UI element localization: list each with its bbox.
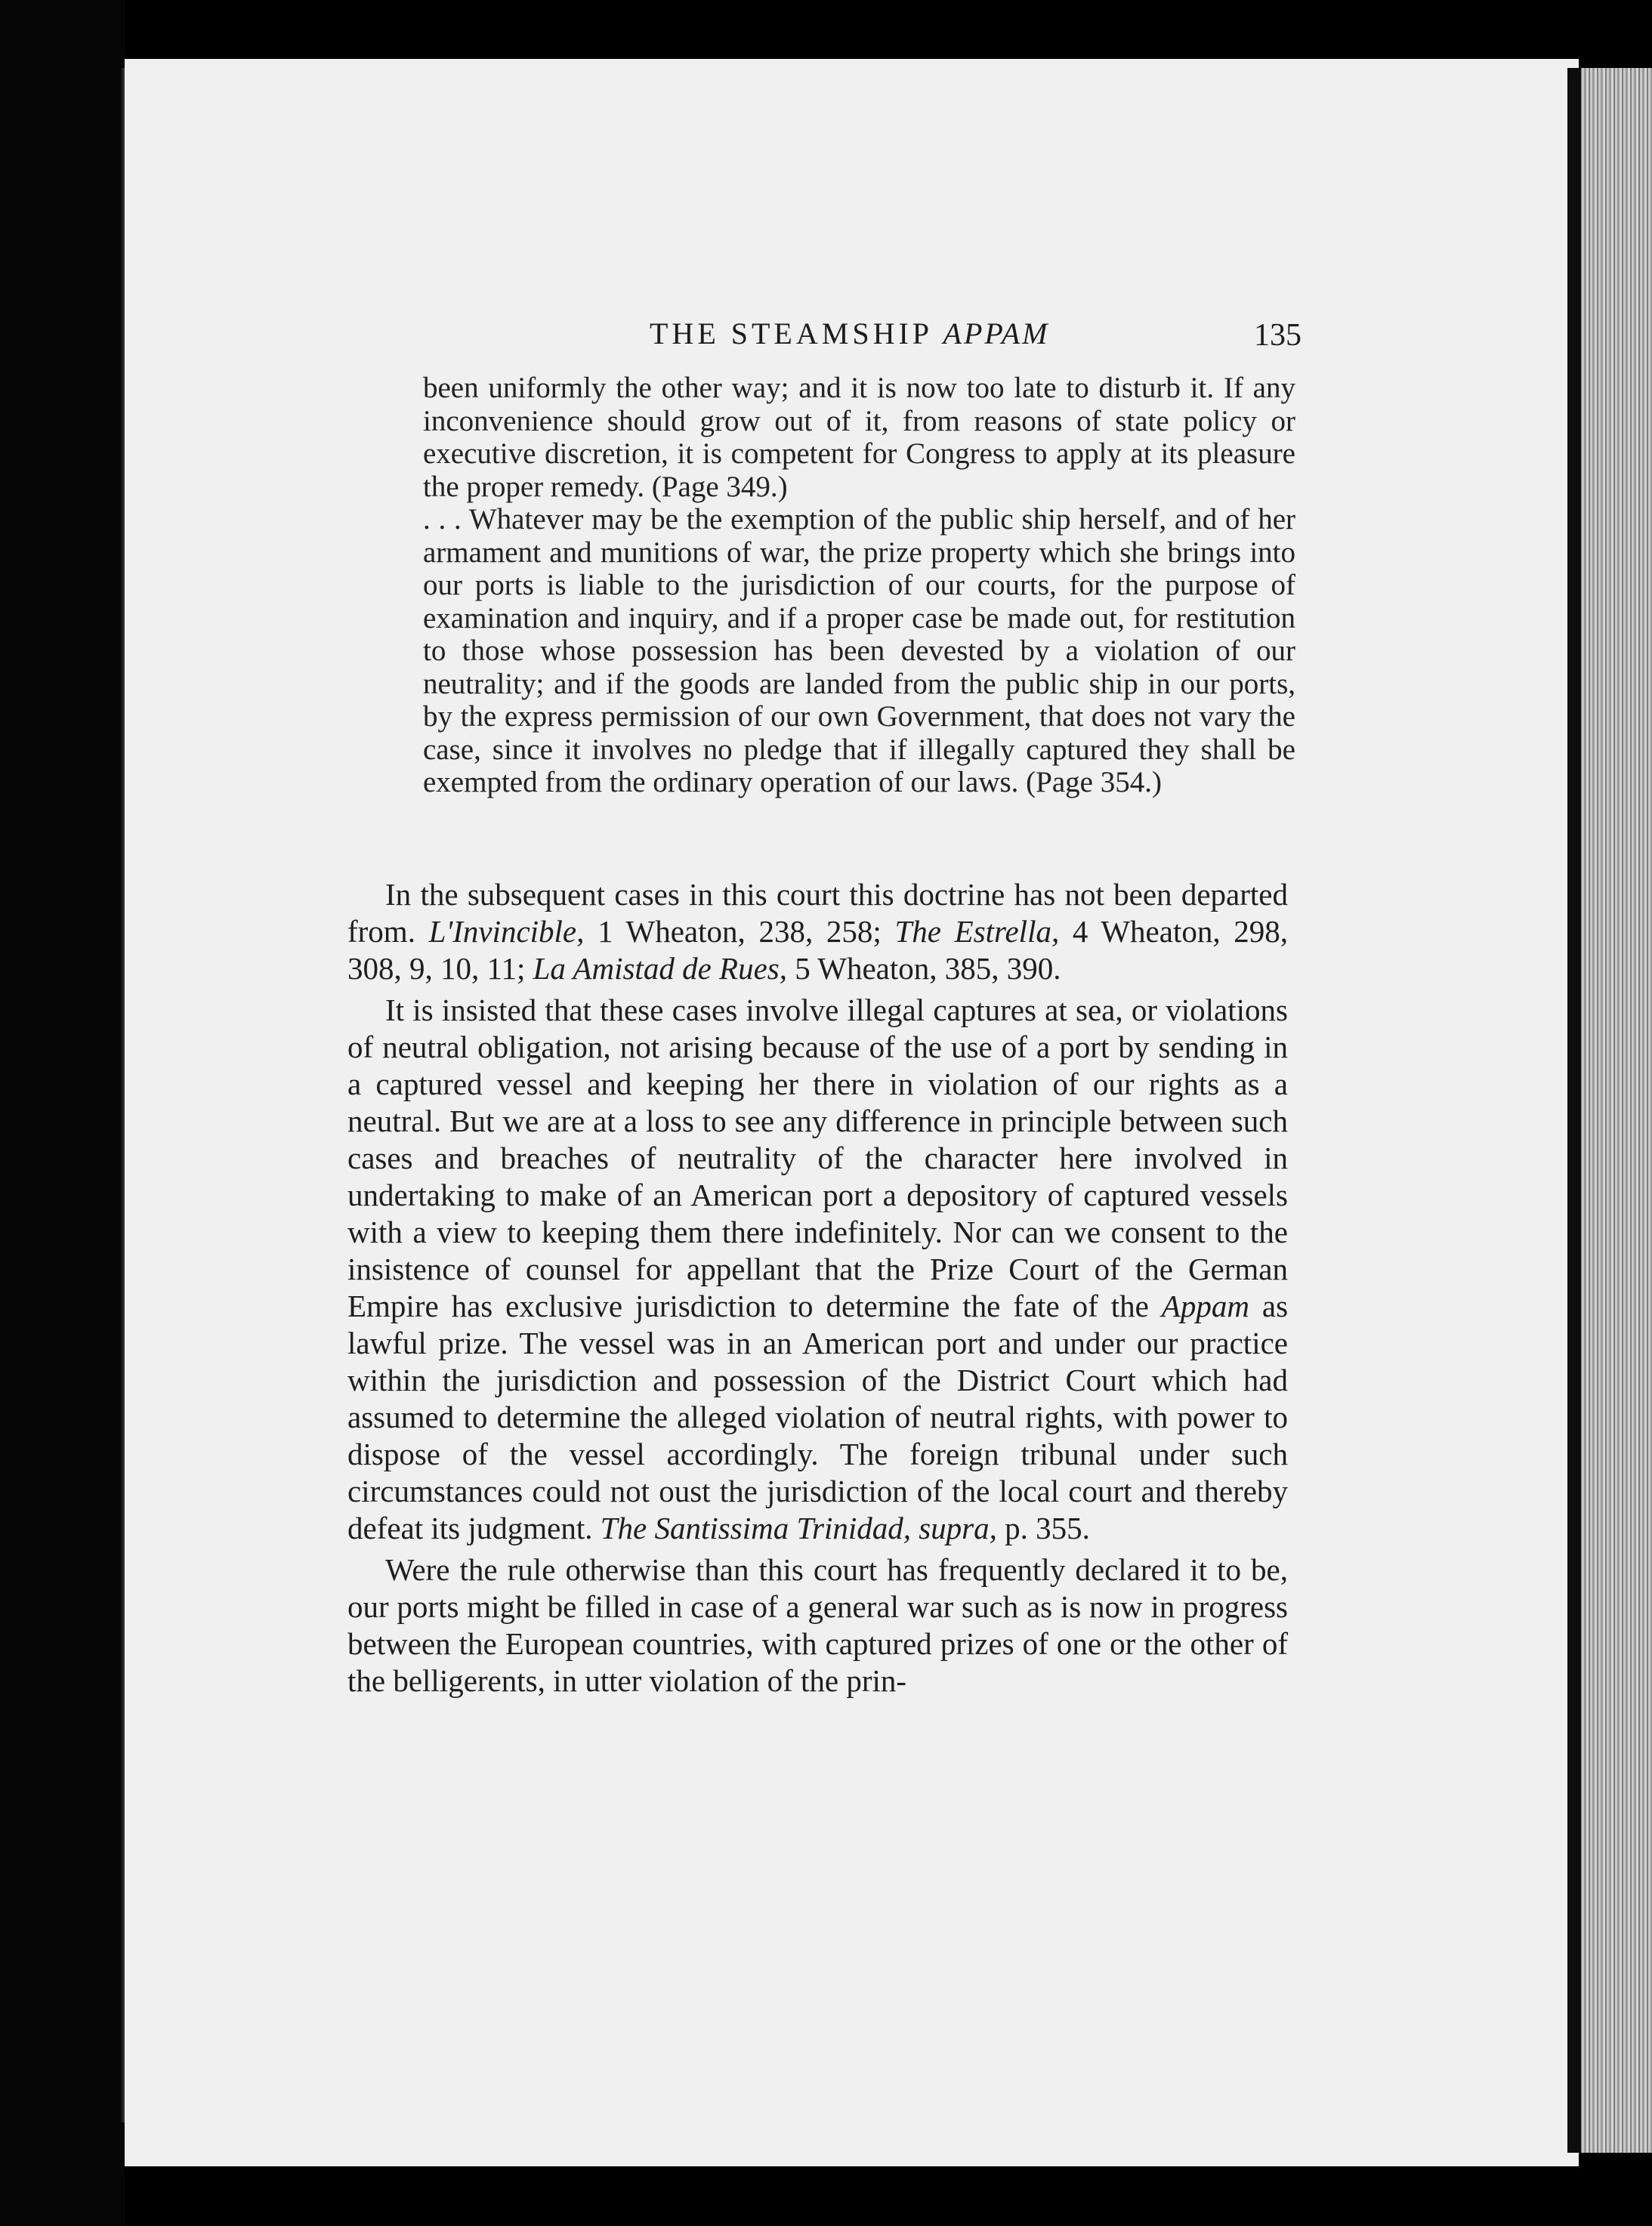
body-paragraph-2	[347, 992, 1288, 1547]
body-paragraph-3: Were the rule otherwise than this court has frequently declared it to be, our ports might be filled in case of a general war such as is now in progress between the European countries, with captured prizes of one or the other of the belligerents, in utter violation of the prin-	[347, 1552, 1288, 1698]
quote-paragraph-2: . . . Whatever may be the exemption of the public ship herself, and of her armament and munitions of war, the prize property which she brings into our ports is liable to the jurisdiction of our courts, for the purpose of examination and inquiry, and if a proper case be made out, for restitution to those whose possession has been devested by a violation of our neutrality; and if the goods are landed from the public ship in our ports, by the express permission of our own Government, that does not vary the case, since it involves no pledge that if illegally captured they shall be exempted from the ordinary operation of our laws. (Page 354.)	[423, 503, 1295, 798]
quote-paragraph-1: been uniformly the other way; and it is now too late to disturb it. If any inconvenience should grow out of it, from reasons of state policy or executive discretion, it is competent for Congress to apply at its pleasure the proper remedy. (Page 349.)	[423, 372, 1295, 503]
running-header	[650, 316, 1050, 351]
running-title-ship: APPAM	[943, 316, 1050, 350]
body-paragraph-1	[347, 876, 1288, 987]
running-title: THE STEAMSHIP	[650, 316, 932, 350]
p1-text-b: 1 Wheaton, 238, 258;	[597, 914, 882, 949]
p2-text-a: It is insisted that these cases involve illegal captures at sea, or violations of neutral obligation, not arising because of the use of a port by sending in a captured vessel and keeping her there in violation of our rights as a neutral. But we are at a loss to see any difference in principle between such cases and breaches of neutrality of the character here involved in undertaking to make of an American port a depository of captured vessels with a view to keeping them there indefinitely. Nor can we consent to the insistence of counsel for appellant that the Prize Court of the German Empire has exclusive jurisdiction to determine the fate of the	[347, 993, 1288, 1323]
block-quote	[423, 372, 1295, 799]
page-number: 135	[1254, 318, 1302, 353]
ship-name-appam: Appam	[1161, 1289, 1249, 1323]
case-citation-estrella: The Estrella,	[894, 914, 1060, 949]
p1-text-c: 4 Wheaton, 298, 308, 9, 10, 11;	[347, 914, 1289, 986]
page-edges-right	[1567, 68, 1652, 2153]
p1-text-a: In the subsequent cases in this court this doctrine has not been departed from.	[347, 877, 1288, 949]
book-spine-left	[0, 0, 125, 2226]
p1-text-d: 5 Wheaton, 385, 390.	[795, 951, 1061, 986]
case-citation-invincible: L'Invincible,	[428, 914, 585, 949]
p2-text-c: p. 355.	[1005, 1511, 1090, 1545]
body-text	[347, 876, 1288, 1704]
case-citation-santissima: The Santissima Trinidad, supra,	[600, 1511, 997, 1545]
p2-text-b: as lawful prize. The vessel was in an American port and under our practice within the jurisdiction and possession of the District Court which had assumed to determine the alleged violation of neutral rights, with power to dispose of the vessel accordingly. The foreign tribunal under such circumstances could not oust the jurisdiction of the local court and thereby defeat its judgment.	[347, 1289, 1289, 1545]
page-edge-shadow	[1567, 68, 1581, 2153]
case-citation-amistad: La Amistad de Rues,	[533, 951, 787, 986]
